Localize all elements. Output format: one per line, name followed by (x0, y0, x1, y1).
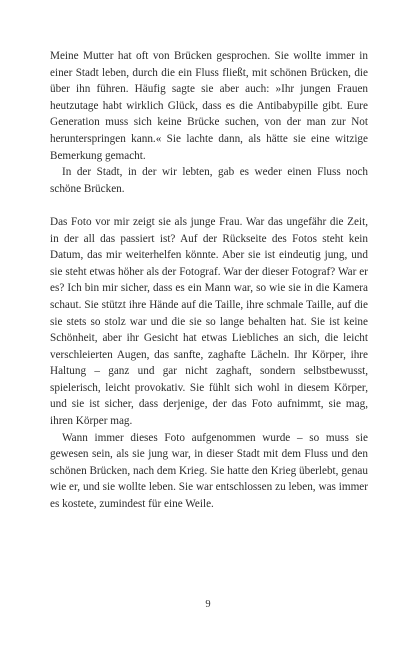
section-break (50, 197, 368, 214)
paragraph-3: Das Foto vor mir zeigt sie als junge Frau. War das ungefähr die Zeit, in der all das passiert ist? Auf der Rückseite des Fotos steht kein Datum, das mir weiterhelfen könnte. Aber sie ist eindeutig jung, und sie steht etwas höher als der Fotograf. War der dieser Fotograf? War er es? Ich bin mir sicher, dass es ein Mann war, so wie sie in die Kamera schaut. Sie stützt ihre Hände auf die Taille, ihre schmale Taille, auf die sie stets so stolz war und die sie so lange behalten hat. Sie ist keine Schönheit, aber ihr Gesicht hat etwas Liebliches an sich, die leicht verschleierten Augen, das sanfte, zaghafte Lächeln. Ihr Körper, ihre Haltung – ganz und gar nicht zaghaft, sondern selbstbewusst, spielerisch, leicht provokativ. Sie fühlt sich wohl in diesem Körper, und sie ist sicher, dass derjenige, der das Foto aufnimmt, sie mag, ihren Körper mag. (50, 215, 368, 428)
page-body (50, 48, 368, 513)
paragraph-4: Wann immer dieses Foto aufgenommen wurde – so muss sie gewesen sein, als sie jung war, in dieser Stadt mit dem Fluss und den schönen Brücken, nach dem Krieg. Sie hatte den Krieg überlebt, genau wie er, und sie wollte leben. Sie war entschlossen zu leben, was immer es kostete, zumindest für eine Weile. (50, 431, 368, 511)
page-number: 9 (205, 599, 211, 610)
paragraph-2: In der Stadt, in der wir lebten, gab es weder einen Fluss noch schöne Brücken. (50, 166, 368, 195)
paragraph-1: Meine Mutter hat oft von Brücken gesprochen. Sie wollte immer in einer Stadt leben, durch die ein Fluss fließt, mit schönen Brücken, die über ihn führen. Häufig sagte sie aber auch: »Ihr jungen Frauen heutzutage habt wirklich Glück, dass es die Antibabypille gibt. Eure Generation muss sich keine Brücke suchen, von der man zur Not herunterspringen kann.« Sie lachte dann, als hätte sie eine witzige Bemerkung gemacht. (50, 50, 368, 162)
